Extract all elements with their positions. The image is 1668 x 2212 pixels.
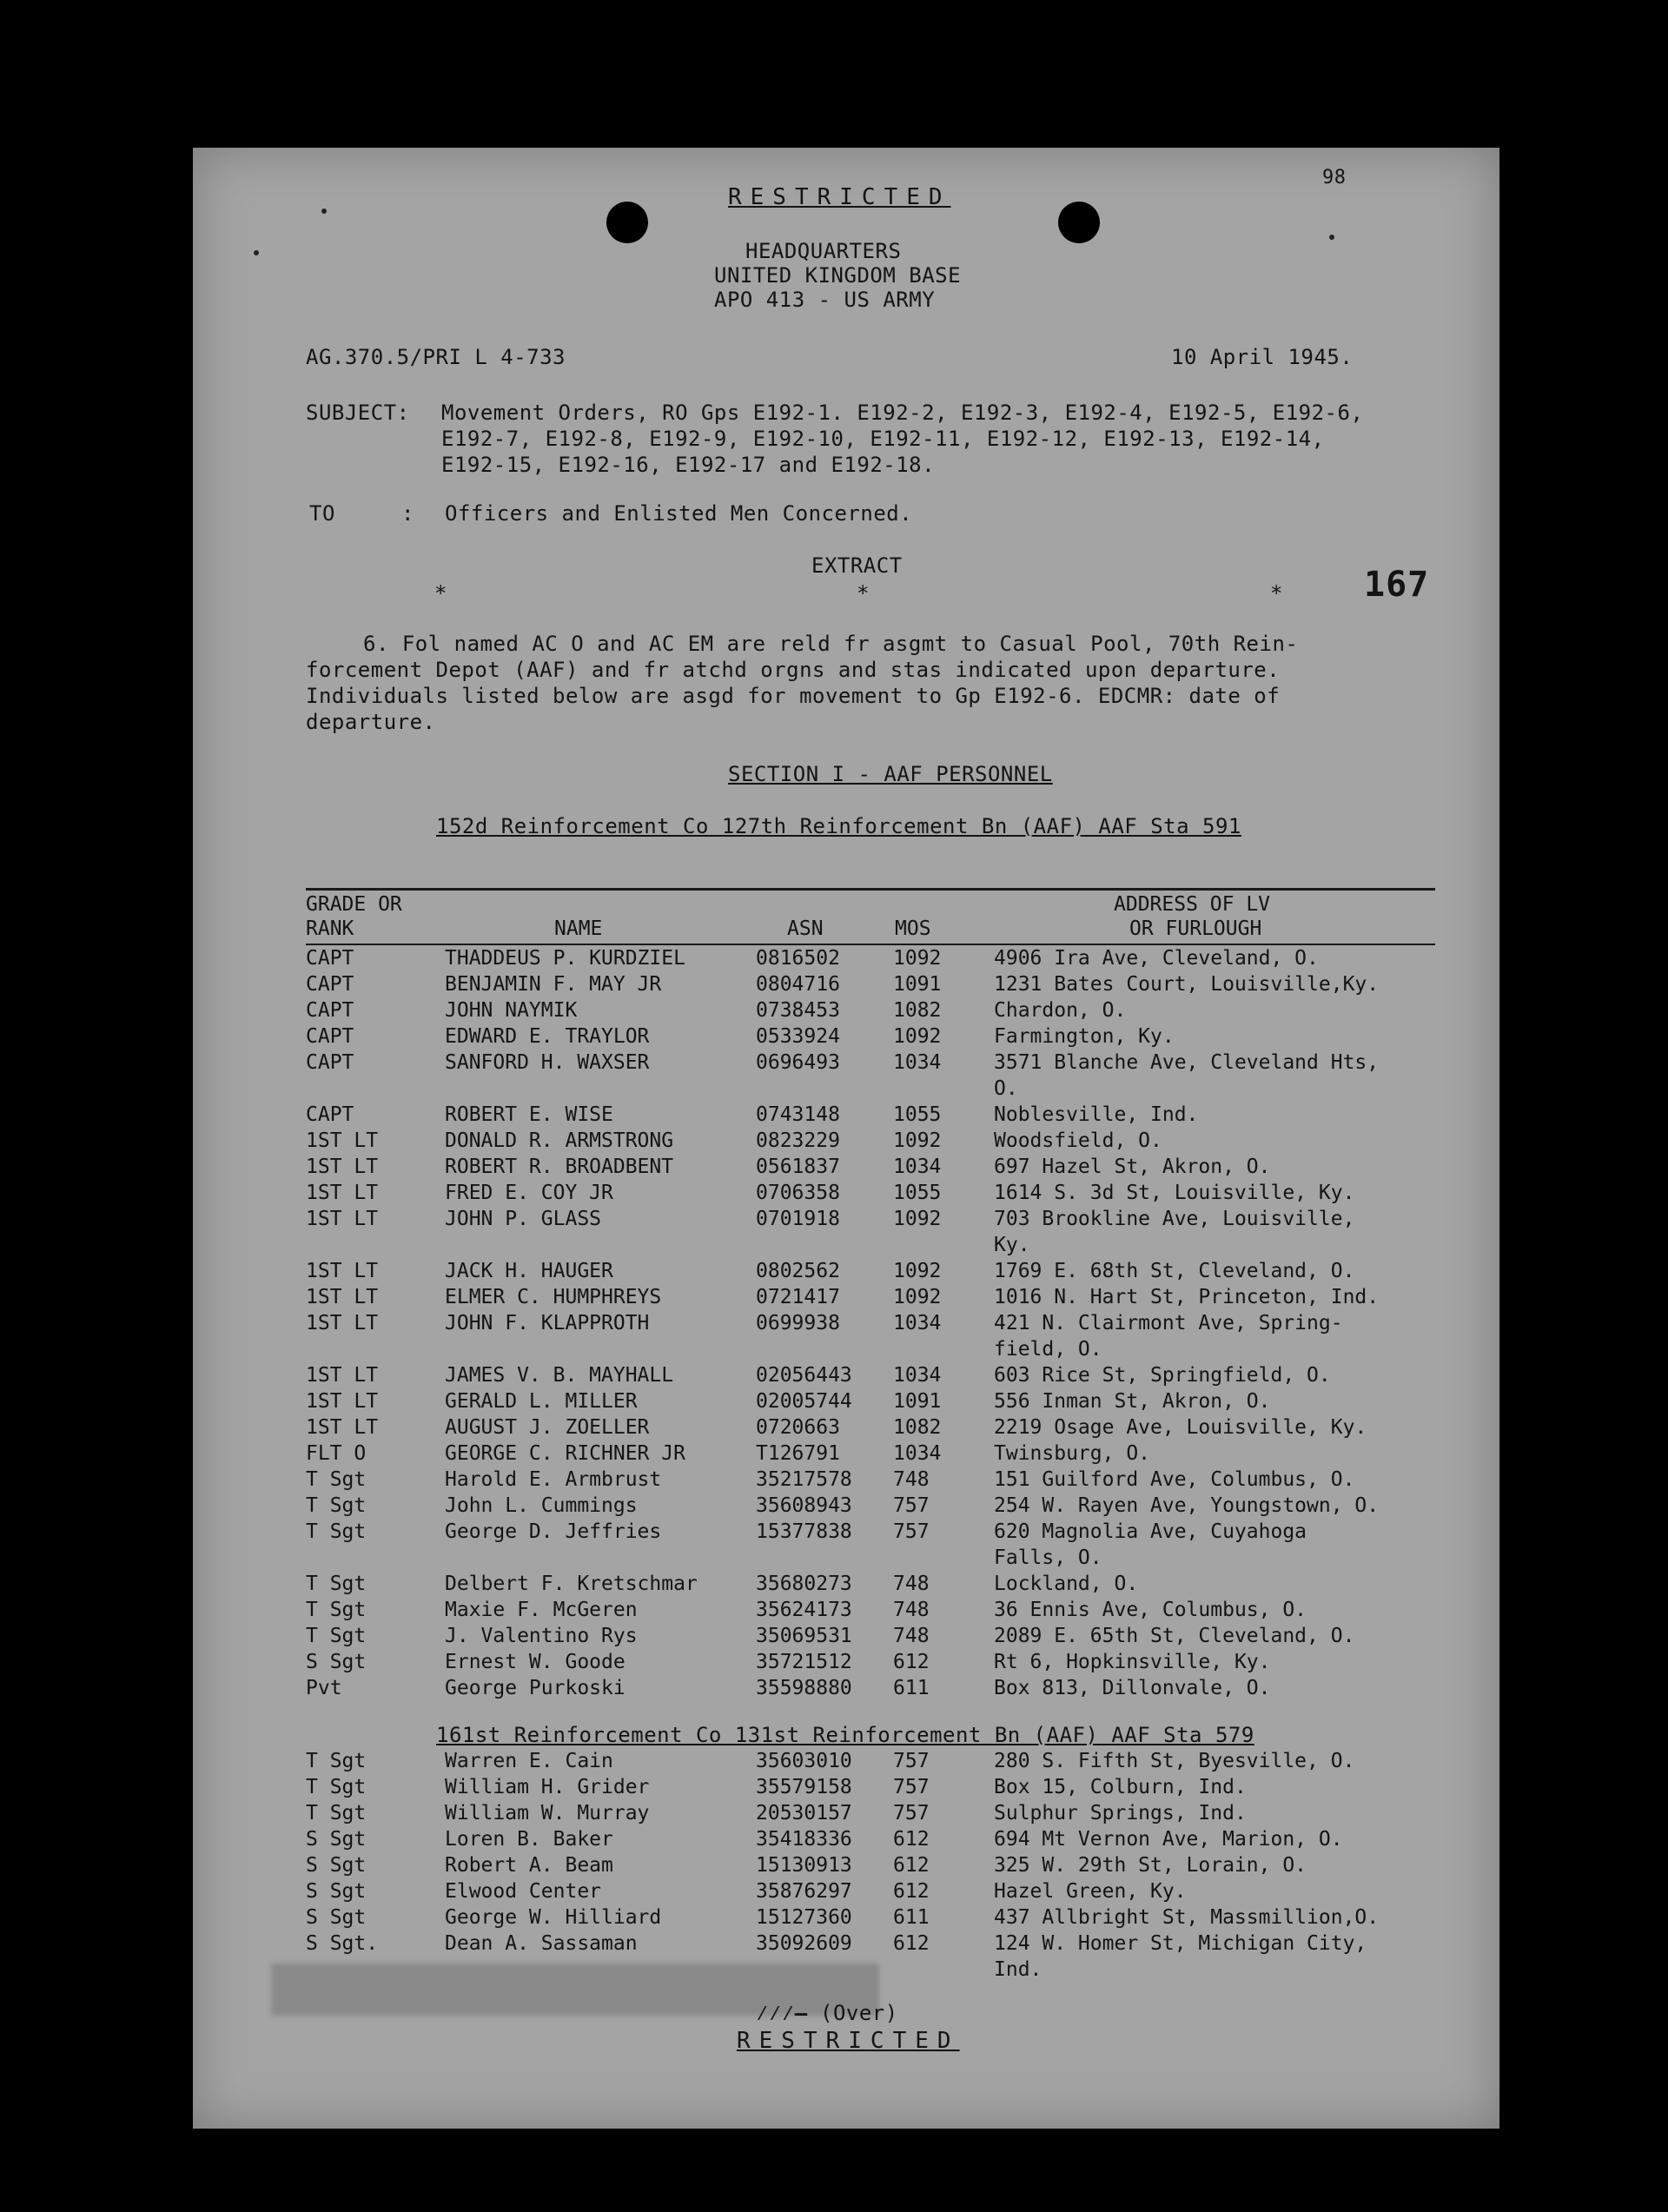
header-grade: GRADE OR [306, 893, 402, 916]
cell-mos: 1055 [893, 1103, 942, 1126]
cell-address: 2089 E. 65th St, Cleveland, O. [994, 1625, 1355, 1647]
cell-asn: 15377838 [756, 1520, 852, 1543]
cell-grade: T Sgt [306, 1802, 367, 1825]
table-row [193, 1467, 1499, 1493]
cell-grade: FLT O [306, 1442, 367, 1465]
cell-grade: Pvt [306, 1677, 342, 1699]
unit-title: 161st Reinforcement Co 131st Reinforcement Bn (AAF) AAF Sta 579 [436, 1723, 1254, 1747]
cell-address: 325 W. 29th St, Lorain, O. [994, 1854, 1307, 1877]
table-row [193, 1493, 1499, 1519]
section-title: SECTION I - AAF PERSONNEL [728, 762, 1053, 786]
paragraph-line: 6. Fol named AC O and AC EM are reld fr asgmt to Casual Pool, 70th Rein- [363, 632, 1299, 656]
table-row [193, 1800, 1499, 1826]
cell-asn: 0701918 [756, 1208, 840, 1230]
cell-address: Chardon, O. [994, 999, 1127, 1022]
reference-number: AG.370.5/PRI L 4-733 [306, 345, 566, 369]
cell-asn: 35624173 [756, 1599, 852, 1621]
cell-asn: 0561837 [756, 1156, 840, 1178]
cell-asn: 0802562 [756, 1260, 840, 1282]
to-text: Officers and Enlisted Men Concerned. [445, 501, 913, 526]
header-line-2: UNITED KINGDOM BASE [714, 263, 962, 288]
cell-address: Twinsburg, O. [994, 1442, 1151, 1465]
cell-asn: 0823229 [756, 1129, 840, 1152]
header-line-1: HEADQUARTERS [745, 239, 902, 263]
cell-asn: 35680273 [756, 1573, 852, 1595]
paragraph-line: Individuals listed below are asgd for movement to Gp E192-6. EDCMR: date of [306, 684, 1281, 708]
cell-name: GERALD L. MILLER [445, 1390, 638, 1413]
cell-asn: 35092609 [756, 1932, 852, 1955]
cell-address: 36 Ennis Ave, Columbus, O. [994, 1599, 1307, 1621]
cell-address: 697 Hazel St, Akron, O. [994, 1156, 1271, 1178]
cell-asn: 0804716 [756, 973, 840, 996]
cell-grade: S Sgt [306, 1854, 367, 1877]
cell-mos: 757 [893, 1776, 930, 1798]
cell-asn: 35721512 [756, 1651, 852, 1673]
cell-grade: T Sgt [306, 1776, 367, 1798]
cell-address: Box 813, Dillonvale, O. [994, 1677, 1271, 1699]
classification-top: RESTRICTED [728, 184, 951, 210]
cell-mos: 1091 [893, 1390, 942, 1413]
cell-asn: T126791 [756, 1442, 840, 1465]
cell-grade: 1ST LT [306, 1129, 379, 1152]
cell-mos: 612 [893, 1854, 930, 1877]
cell-mos: 612 [893, 1828, 930, 1851]
cell-name: BENJAMIN F. MAY JR [445, 973, 662, 996]
cell-name: ELMER C. HUMPHREYS [445, 1286, 662, 1308]
header-asn: ASN [787, 917, 824, 940]
cell-address: Ind. [994, 1958, 1042, 1981]
cell-name: ROBERT E. WISE [445, 1103, 613, 1126]
cell-name: SANFORD H. WAXSER [445, 1051, 650, 1074]
punch-hole-left [606, 202, 648, 243]
cell-asn: 0533924 [756, 1025, 840, 1048]
table-row [193, 1774, 1499, 1800]
cell-address: 437 Allbright St, Massmillion,O. [994, 1906, 1380, 1929]
table-row [193, 1388, 1499, 1414]
header-line-3: APO 413 - US ARMY [714, 288, 936, 312]
cell-grade: S Sgt [306, 1828, 367, 1851]
table-row [193, 1519, 1499, 1571]
cell-grade: CAPT [306, 999, 354, 1022]
cell-asn: 35217578 [756, 1468, 852, 1491]
paragraph-line: departure. [306, 710, 436, 734]
cell-asn: 35579158 [756, 1776, 852, 1798]
cell-address: Box 15, Colburn, Ind. [994, 1776, 1247, 1798]
cell-address: Hazel Green, Ky. [994, 1880, 1187, 1903]
header-address: OR FURLOUGH [1129, 917, 1262, 940]
cell-address: 556 Inman St, Akron, O. [994, 1390, 1271, 1413]
document-page [193, 148, 1499, 2129]
cell-grade: CAPT [306, 1103, 354, 1126]
speck [254, 250, 259, 255]
cell-name: THADDEUS P. KURDZIEL [445, 947, 685, 970]
cell-address: 1769 E. 68th St, Cleveland, O. [994, 1260, 1355, 1282]
cell-mos: 748 [893, 1573, 930, 1595]
cell-address: 694 Mt Vernon Ave, Marion, O. [994, 1828, 1343, 1851]
cell-asn: 35069531 [756, 1625, 852, 1647]
cell-name: Dean A. Sassaman [445, 1932, 638, 1955]
cell-grade: 1ST LT [306, 1208, 379, 1230]
table-row [193, 1180, 1499, 1206]
cell-name: JOHN F. KLAPPROTH [445, 1312, 650, 1334]
cell-mos: 1034 [893, 1051, 942, 1074]
table-row [193, 1675, 1499, 1701]
cell-grade: 1ST LT [306, 1364, 379, 1387]
stamp-number: 167 [1364, 565, 1430, 605]
header-grade: RANK [306, 917, 354, 940]
cell-address: Woodsfield, O. [994, 1129, 1162, 1152]
cell-mos: 1034 [893, 1156, 942, 1178]
cell-asn: 0743148 [756, 1103, 840, 1126]
cell-grade: T Sgt [306, 1750, 367, 1772]
cell-address: 280 S. Fifth St, Byesville, O. [994, 1750, 1355, 1772]
cell-grade: 1ST LT [306, 1182, 379, 1204]
cell-asn: 20530157 [756, 1802, 852, 1825]
cell-mos: 1091 [893, 973, 942, 996]
cell-name: DONALD R. ARMSTRONG [445, 1129, 674, 1152]
table-row [193, 1597, 1499, 1623]
table-row [193, 1623, 1499, 1649]
table-row [193, 1826, 1499, 1852]
table-row [193, 1050, 1499, 1102]
cell-name: Loren B. Baker [445, 1828, 613, 1851]
table-row [193, 1440, 1499, 1467]
header-mos: MOS [895, 917, 931, 940]
table-top-rule [306, 888, 1435, 891]
cell-grade: 1ST LT [306, 1286, 379, 1308]
cell-name: Ernest W. Goode [445, 1651, 626, 1673]
cell-asn: 15127360 [756, 1906, 852, 1929]
cell-grade: T Sgt [306, 1468, 367, 1491]
extract-heading: EXTRACT [811, 553, 903, 578]
cell-name: Elwood Center [445, 1880, 602, 1903]
cell-asn: 35876297 [756, 1880, 852, 1903]
cell-name: AUGUST J. ZOELLER [445, 1416, 650, 1439]
cell-asn: 35608943 [756, 1494, 852, 1517]
table-row [193, 1284, 1499, 1310]
cell-address: 703 Brookline Ave, Louisville, [994, 1208, 1355, 1230]
cell-grade: CAPT [306, 1025, 354, 1048]
cell-address: 1614 S. 3d St, Louisville, Ky. [994, 1182, 1355, 1204]
cell-name: JAMES V. B. MAYHALL [445, 1364, 674, 1387]
cell-address: Farmington, Ky. [994, 1025, 1175, 1048]
cell-name: Warren E. Cain [445, 1750, 613, 1772]
cell-address: 1231 Bates Court, Louisville,Ky. [994, 973, 1380, 996]
cell-mos: 1055 [893, 1182, 942, 1204]
cell-asn: 0721417 [756, 1286, 840, 1308]
subject-line: E192-7, E192-8, E192-9, E192-10, E192-11, E192-12, E192-13, E192-14, [441, 427, 1325, 451]
cell-name: FRED E. COY JR [445, 1182, 613, 1204]
cell-mos: 611 [893, 1906, 930, 1929]
cell-asn: 0696493 [756, 1051, 840, 1074]
table-row [193, 1023, 1499, 1050]
table-row [193, 1310, 1499, 1362]
cell-asn: 0720663 [756, 1416, 840, 1439]
cell-name: J. Valentino Rys [445, 1625, 638, 1647]
asterisk: * [434, 581, 447, 606]
cell-address: 1016 N. Hart St, Princeton, Ind. [994, 1286, 1380, 1308]
cell-mos: 1092 [893, 1260, 942, 1282]
asterisk: * [1270, 581, 1283, 606]
cell-mos: 748 [893, 1599, 930, 1621]
table-row [193, 971, 1499, 997]
cell-mos: 1092 [893, 1286, 942, 1308]
cell-grade: T Sgt [306, 1520, 367, 1543]
cell-address: O. [994, 1077, 1018, 1100]
table-row [193, 1206, 1499, 1258]
cell-name: ROBERT R. BROADBENT [445, 1156, 674, 1178]
cell-grade: CAPT [306, 1051, 354, 1074]
cell-grade: S Sgt [306, 1906, 367, 1929]
cell-address: Noblesville, Ind. [994, 1103, 1199, 1126]
cell-mos: 1082 [893, 999, 942, 1022]
punch-hole-right [1058, 202, 1100, 243]
cell-grade: CAPT [306, 947, 354, 970]
cell-address: 620 Magnolia Ave, Cuyahoga [994, 1520, 1307, 1543]
cell-grade: T Sgt [306, 1494, 367, 1517]
cell-grade: T Sgt [306, 1625, 367, 1647]
cell-address: 254 W. Rayen Ave, Youngstown, O. [994, 1494, 1380, 1517]
table-row [193, 997, 1499, 1023]
cell-mos: 1092 [893, 1208, 942, 1230]
cell-name: William H. Grider [445, 1776, 650, 1798]
cell-name: JOHN NAYMIK [445, 999, 578, 1022]
cell-name: Harold E. Armbrust [445, 1468, 662, 1491]
cell-address: Rt 6, Hopkinsville, Ky. [994, 1651, 1271, 1673]
cell-grade: S Sgt [306, 1651, 367, 1673]
cell-address: Lockland, O. [994, 1573, 1139, 1595]
cell-address: 124 W. Homer St, Michigan City, [994, 1932, 1367, 1955]
cell-grade: 1ST LT [306, 1390, 379, 1413]
cell-mos: 1092 [893, 947, 942, 970]
cell-name: GEORGE C. RICHNER JR [445, 1442, 685, 1465]
cell-mos: 612 [893, 1651, 930, 1673]
cell-grade: T Sgt [306, 1599, 367, 1621]
cell-mos: 1082 [893, 1416, 942, 1439]
subject-line: Movement Orders, RO Gps E192-1. E192-2, E192-3, E192-4, E192-5, E192-6, [441, 401, 1364, 425]
cell-mos: 1034 [893, 1442, 942, 1465]
cell-address: Sulphur Springs, Ind. [994, 1802, 1247, 1825]
cell-address: Falls, O. [994, 1546, 1102, 1569]
cell-asn: 0816502 [756, 947, 840, 970]
footer-over: (Over) [820, 2001, 898, 2025]
cell-mos: 757 [893, 1520, 930, 1543]
cell-name: George W. Hilliard [445, 1906, 662, 1929]
cell-mos: 1092 [893, 1025, 942, 1048]
cell-mos: 748 [893, 1468, 930, 1491]
cell-mos: 757 [893, 1802, 930, 1825]
cell-grade: S Sgt. [306, 1932, 379, 1955]
cell-name: Maxie F. McGeren [445, 1599, 638, 1621]
cell-asn: 35603010 [756, 1750, 852, 1772]
cell-asn: 35418336 [756, 1828, 852, 1851]
asterisk: * [857, 581, 870, 606]
cell-name: Robert A. Beam [445, 1854, 613, 1877]
cell-asn: 0738453 [756, 999, 840, 1022]
table-row [193, 945, 1499, 971]
page-number: 98 [1322, 167, 1347, 189]
table-row [193, 1362, 1499, 1388]
to-colon: : [401, 501, 414, 526]
cell-grade: 1ST LT [306, 1156, 379, 1178]
cell-mos: 757 [893, 1750, 930, 1772]
cell-name: JACK H. HAUGER [445, 1260, 613, 1282]
cell-grade: 1ST LT [306, 1260, 379, 1282]
cell-address: 3571 Blanche Ave, Cleveland Hts, [994, 1051, 1380, 1074]
cell-name: John L. Cummings [445, 1494, 638, 1517]
to-label: TO [309, 501, 335, 526]
cell-address: 151 Guilford Ave, Columbus, O. [994, 1468, 1355, 1491]
classification-bottom: RESTRICTED [737, 2028, 960, 2054]
cell-asn: 0699938 [756, 1312, 840, 1334]
cell-address: 4906 Ira Ave, Cleveland, O. [994, 947, 1319, 970]
table-row [193, 1128, 1499, 1154]
cell-mos: 611 [893, 1677, 930, 1699]
cell-address: 603 Rice St, Springfield, O. [994, 1364, 1331, 1387]
speck [1329, 235, 1334, 240]
cell-mos: 612 [893, 1880, 930, 1903]
cell-mos: 748 [893, 1625, 930, 1647]
cell-name: William W. Murray [445, 1802, 650, 1825]
initials-mark: ⁄⁄⁄— [756, 2001, 808, 2025]
cell-name: EDWARD E. TRAYLOR [445, 1025, 650, 1048]
cell-address: Ky. [994, 1234, 1030, 1256]
cell-grade: CAPT [306, 973, 354, 996]
subject-line: E192-15, E192-16, E192-17 and E192-18. [441, 453, 936, 477]
table-row [193, 1878, 1499, 1904]
table-row [193, 1258, 1499, 1284]
cell-asn: 02056443 [756, 1364, 852, 1387]
table-row [193, 1154, 1499, 1180]
table-row [193, 1571, 1499, 1597]
cell-name: George Purkoski [445, 1677, 626, 1699]
speck [321, 209, 327, 214]
cell-mos: 612 [893, 1932, 930, 1955]
header-address: ADDRESS OF LV [1114, 893, 1271, 916]
table-row [193, 1649, 1499, 1675]
table-row [193, 1102, 1499, 1128]
cell-mos: 757 [893, 1494, 930, 1517]
unit-title: 152d Reinforcement Co 127th Reinforcement Bn (AAF) AAF Sta 591 [436, 814, 1241, 838]
table-row [193, 1414, 1499, 1440]
cell-grade: 1ST LT [306, 1312, 379, 1334]
cell-address: field, O. [994, 1338, 1102, 1361]
cell-name: JOHN P. GLASS [445, 1208, 602, 1230]
cell-address: 2219 Osage Ave, Louisville, Ky. [994, 1416, 1367, 1439]
cell-grade: S Sgt [306, 1880, 367, 1903]
cell-asn: 02005744 [756, 1390, 852, 1413]
table-row [193, 1748, 1499, 1774]
cell-asn: 15130913 [756, 1854, 852, 1877]
subject-label: SUBJECT: [306, 401, 410, 425]
header-name: NAME [554, 917, 603, 940]
paragraph-line: forcement Depot (AAF) and fr atchd orgns and stas indicated upon departure. [306, 658, 1281, 682]
document-date: 10 April 1945. [1171, 345, 1354, 369]
table-row [193, 1852, 1499, 1878]
cell-name: Delbert F. Kretschmar [445, 1573, 698, 1595]
cell-mos: 1034 [893, 1312, 942, 1334]
cell-address: 421 N. Clairmont Ave, Spring- [994, 1312, 1343, 1334]
cell-mos: 1034 [893, 1364, 942, 1387]
cell-asn: 35598880 [756, 1677, 852, 1699]
cell-asn: 0706358 [756, 1182, 840, 1204]
cell-grade: T Sgt [306, 1573, 367, 1595]
table-row [193, 1904, 1499, 1931]
cell-name: George D. Jeffries [445, 1520, 662, 1543]
cell-grade: 1ST LT [306, 1416, 379, 1439]
cell-mos: 1092 [893, 1129, 942, 1152]
